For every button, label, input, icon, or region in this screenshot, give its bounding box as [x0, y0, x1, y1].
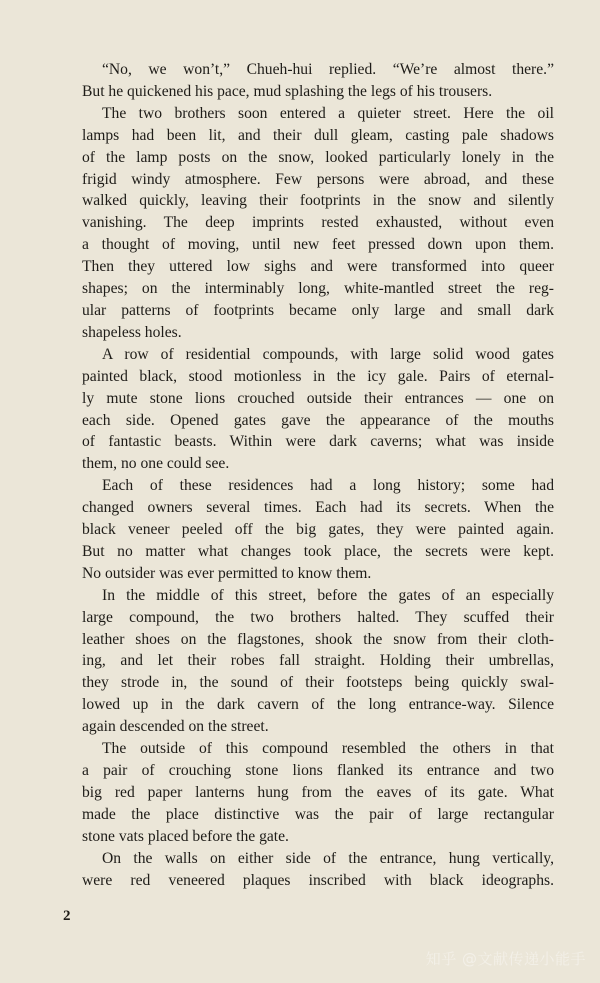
text-line: walked quickly, leaving their footprints in the snow and silently: [82, 192, 554, 210]
text-line: each side. Opened gates gave the appearance of the mouths: [82, 411, 554, 429]
page-body: [62, 59, 554, 891]
text-line: lowed up in the dark cavern of the long entrance-way. Silence: [82, 696, 554, 714]
text-line: The outside of this compound resembled the others in that: [102, 740, 554, 758]
text-line: of fantastic beasts. Within were dark caverns; what was inside: [82, 433, 554, 451]
text-line: were red veneered plaques inscribed with black ideographs.: [82, 871, 554, 889]
text-line: them, no one could see.: [82, 455, 230, 473]
text-line: painted black, stood motionless in the icy gale. Pairs of eternal-: [82, 367, 554, 385]
text-line: No outsider was ever permitted to know them.: [82, 564, 372, 582]
text-line: Then they uttered low sighs and were transformed into queer: [82, 258, 554, 276]
text-line: of the lamp posts on the snow, looked particularly lonely in the: [82, 148, 554, 166]
text-line: they strode in, the sound of their footsteps being quickly swal-: [82, 674, 554, 692]
text-line: But he quickened his pace, mud splashing the legs of his trousers.: [82, 82, 493, 100]
text-line: black veneer peeled off the big gates, they were painted again.: [82, 521, 554, 539]
text-line: But no matter what changes took place, the secrets were kept.: [82, 542, 554, 560]
text-line: lamps had been lit, and their dull gleam, casting pale shadows: [82, 126, 554, 144]
text-line: stone vats placed before the gate.: [82, 827, 289, 845]
text-line: frigid windy atmosphere. Few persons were abroad, and these: [82, 170, 554, 188]
paragraph-3: [62, 344, 554, 475]
text-line: again descended on the street.: [82, 718, 269, 736]
text-line: a thought of moving, until new feet pressed down upon them.: [82, 236, 554, 254]
paragraph-7: [62, 848, 554, 892]
paragraph-4: [62, 475, 554, 585]
text-line: leather shoes on the flagstones, shook the snow from their cloth-: [82, 630, 554, 648]
text-line: big red paper lanterns hung from the eaves of its gate. What: [82, 783, 554, 801]
text-line: “No, we won’t,” Chueh-hui replied. “We’re almost there.”: [102, 61, 554, 78]
watermark: 知乎 @文献传递小能手: [425, 950, 586, 968]
text-line: Each of these residences had a long history; some had: [102, 477, 554, 495]
paragraph-2: [62, 103, 554, 344]
text-line: vanishing. The deep imprints rested exhausted, without even: [82, 214, 554, 232]
paragraph-5: [62, 585, 554, 738]
text-line: The two brothers soon entered a quieter street. Here the oil: [102, 104, 554, 122]
paragraph-1: [62, 59, 554, 103]
text-line: ing, and let their robes fall straight. Holding their umbrellas,: [82, 652, 554, 670]
text-line: changed owners several times. Each had its secrets. When the: [82, 499, 554, 517]
text-line: ular patterns of footprints became only large and small dark: [82, 301, 554, 319]
text-line: shapeless holes.: [82, 323, 182, 341]
text-line: On the walls on either side of the entrance, hung vertically,: [102, 849, 554, 867]
page-number: 2: [63, 908, 71, 924]
paragraph-6: [62, 738, 554, 848]
text-line: a pair of crouching stone lions flanked its entrance and two: [82, 762, 554, 779]
text-line: shapes; on the interminably long, white-mantled street the reg-: [82, 280, 554, 298]
text-line: made the place distinctive was the pair of large rectangular: [82, 805, 554, 823]
text-line: ly mute stone lions crouched outside their entrances — one on: [82, 389, 554, 407]
text-line: In the middle of this street, before the gates of an especially: [102, 586, 554, 604]
text-line: large compound, the two brothers halted. They scuffed their: [82, 608, 554, 626]
text-line: A row of residential compounds, with large solid wood gates: [102, 345, 554, 363]
